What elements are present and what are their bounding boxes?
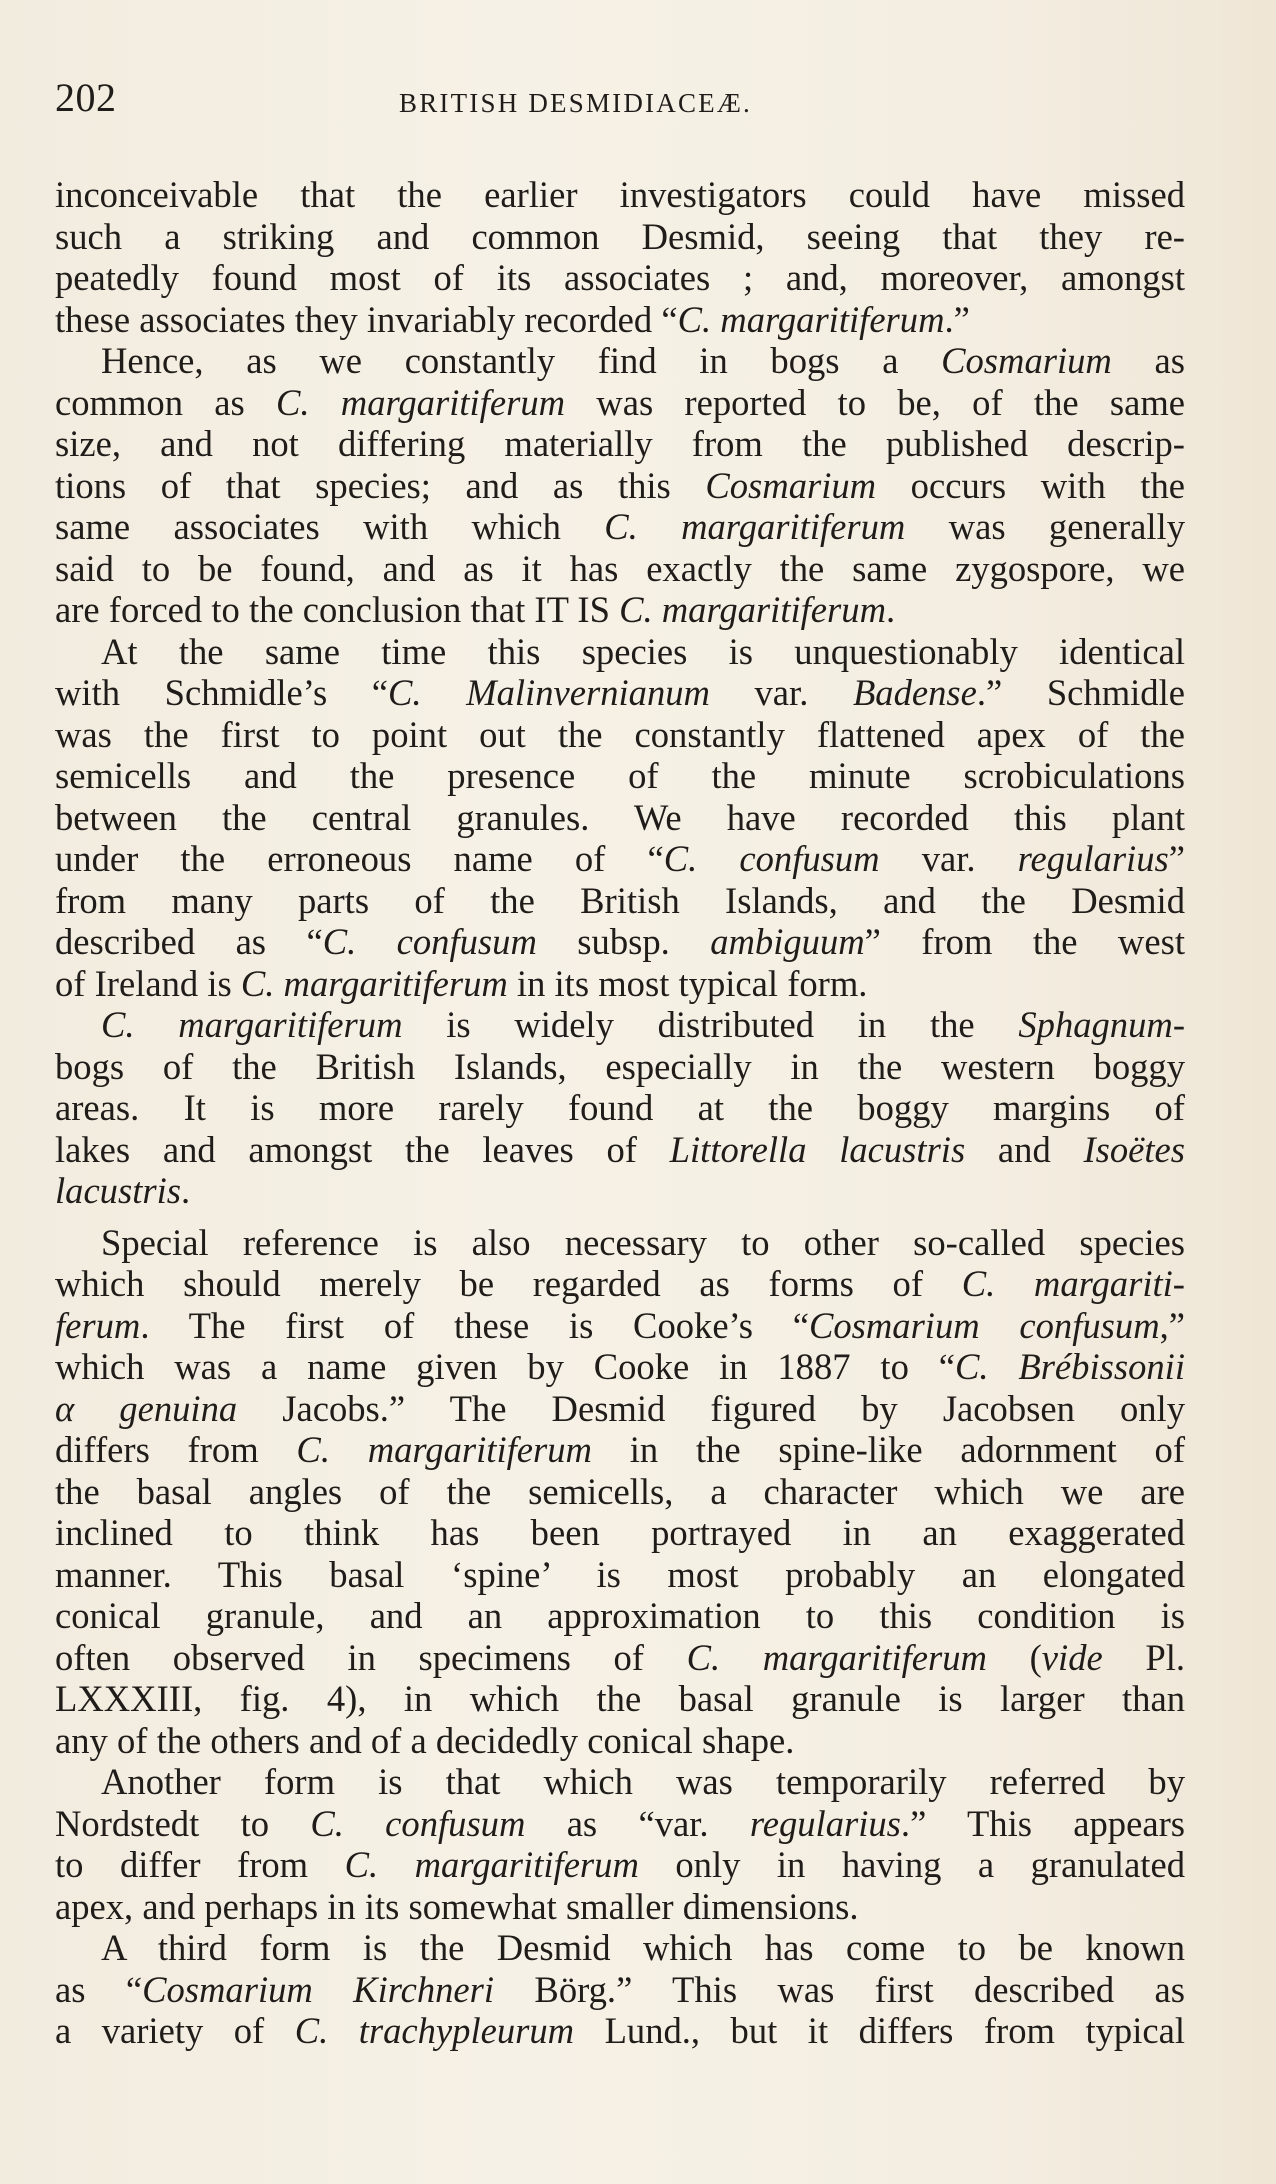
text-line: often observed in specimens of C. margaritiferum (vide Pl. (55, 1636, 1186, 1678)
text-line: semicells and the presence of the minute scrobiculations (55, 755, 1185, 796)
paragraph-gap (55, 1212, 1185, 1222)
italic-term: C. confusum (310, 1802, 526, 1844)
italic-term: α genuina (55, 1387, 238, 1429)
italic-term: Cosmarium (941, 340, 1112, 381)
italic-term: Cosmarium Kirchneri (142, 1968, 495, 2010)
text-line: Hence, as we constantly find in bogs a Cosmarium as (101, 340, 1186, 381)
text-line: between the central granules. We have recorded this plant (55, 796, 1185, 838)
text-line: C. margaritiferum is widely distributed in the Sphagnum- (101, 1004, 1185, 1045)
italic-term: C. margaritiferum (604, 506, 906, 547)
text-line: ferum. The first of these is Cooke’s “Cosmarium confusum,” (55, 1304, 1185, 1346)
text-line: Another form is that which was temporarily referred by (101, 1761, 1185, 1802)
text-line: differs from C. margaritiferum in the spine-like adornment of (55, 1429, 1186, 1470)
text-line: lakes and amongst the leaves of Littorella lacustris and Isoëtes (55, 1128, 1186, 1170)
page-number: 202 (55, 75, 117, 120)
paragraph (55, 1004, 1185, 1212)
italic-term: Littorella lacustris (669, 1128, 966, 1170)
italic-term: Cosmarium (705, 464, 877, 506)
italic-term: C. margaritiferum (619, 589, 886, 630)
text-line: inconceivable that the earlier investigators could have missed (55, 174, 1185, 215)
italic-term: C. margaritiferum (101, 1004, 403, 1045)
text-line: peatedly found most of its associates ; and, moreover, amongst (55, 257, 1185, 298)
text-line: the basal angles of the semicells, a character which we are (55, 1470, 1185, 1512)
text-line: apex, and perhaps in its somewhat smaller dimensions. (55, 1885, 859, 1927)
italic-term: C. margaritiferum (686, 1636, 987, 1678)
text-line: under the erroneous name of “C. confusum var. regularius” (55, 838, 1185, 879)
italic-term: C. margaritiferum (240, 962, 508, 1004)
paragraph (55, 631, 1185, 1005)
italic-term: C. margaritiferum (276, 381, 566, 423)
italic-term: regularius (1017, 838, 1169, 879)
body-text (55, 174, 1185, 2052)
text-line: areas. It is more rarely found at the boggy margins of (55, 1087, 1185, 1128)
italic-term: C. margariti- (961, 1263, 1185, 1304)
italic-term: C. margaritiferum (344, 1844, 639, 1885)
italic-term: regularius (749, 1802, 901, 1844)
text-line: LXXXIII, fig. 4), in which the basal granule is larger than (55, 1678, 1185, 1719)
italic-term: C. Malinvernianum (388, 672, 710, 713)
text-line: said to be found, and as it has exactly the same zygospore, we (55, 547, 1185, 589)
italic-term: Badense (852, 672, 977, 713)
paragraph (55, 1222, 1185, 1762)
text-line: of Ireland is C. margaritiferum in its most typical form. (55, 962, 868, 1004)
text-line: with Schmidle’s “C. Malinvernianum var. Badense.” Schmidle (55, 672, 1185, 713)
text-line: inclined to think has been portrayed in an exaggerated (55, 1512, 1185, 1553)
text-line: from many parts of the British Islands, and the Desmid (55, 879, 1185, 921)
paragraph (55, 1927, 1185, 2052)
text-line: At the same time this species is unquestionably identical (101, 630, 1185, 672)
italic-term: C. trachypleurum (294, 2010, 575, 2051)
text-line: common as C. margaritiferum was reported to be, of the same (55, 381, 1186, 423)
italic-term: Isoëtes (1083, 1128, 1186, 1170)
italic-term: C. margaritiferum (677, 298, 945, 340)
italic-term: lacustris (55, 1170, 182, 1211)
italic-term: C. confusum (663, 838, 880, 879)
running-head: BRITISH DESMIDIACEÆ. (399, 88, 753, 118)
text-line: conical granule, and an approximation to this condition is (55, 1595, 1185, 1636)
text-line: Special reference is also necessary to other so-called species (101, 1221, 1185, 1263)
text-line: tions of that species; and as this Cosmarium occurs with the (55, 464, 1185, 506)
italic-term: Sphagnum (1018, 1004, 1173, 1045)
text-line: Nordstedt to C. confusum as “var. regularius.” This appears (55, 1802, 1185, 1844)
text-line: was the first to point out the constantly flattened apex of the (55, 713, 1185, 755)
text-line: bogs of the British Islands, especially in the western boggy (55, 1045, 1185, 1087)
italic-term: C. confusum (322, 921, 537, 962)
text-line: to differ from C. margaritiferum only in having a granulated (55, 1844, 1185, 1885)
italic-term: ferum (55, 1304, 141, 1346)
text-line: as “Cosmarium Kirchneri Börg.” This was first described as (55, 1968, 1185, 2010)
italic-term: ambiguum (710, 921, 865, 962)
text-line: A third form is the Desmid which has come to be known (101, 1927, 1185, 1968)
italic-term: C. margaritiferum (296, 1429, 592, 1470)
paragraph (55, 340, 1185, 631)
text-line: α genuina Jacobs.” The Desmid figured by Jacobsen only (55, 1387, 1185, 1429)
text-line: these associates they invariably recorded “C. margaritiferum.” (55, 298, 970, 340)
text-line: lacustris. (55, 1170, 191, 1211)
text-line: a variety of C. trachypleurum Lund., but it differs from typical (55, 2010, 1185, 2051)
text-line: which should merely be regarded as forms of C. margariti- (55, 1263, 1185, 1304)
italic-term: vide (1041, 1636, 1103, 1678)
italic-term: Cosmarium confusum (808, 1304, 1160, 1346)
text-line: such a striking and common Desmid, seeing that they re- (55, 215, 1185, 257)
text-line: any of the others and of a decidedly conical shape. (55, 1719, 795, 1761)
paragraph (55, 1761, 1185, 1927)
text-line: which was a name given by Cooke in 1887 to “C. Brébissonii (55, 1346, 1185, 1387)
text-line: manner. This basal ‘spine’ is most probably an elongated (55, 1553, 1185, 1595)
italic-term: C. Brébissonii (954, 1346, 1185, 1387)
paragraph (55, 174, 1185, 340)
text-line: size, and not differing materially from the published descrip- (55, 423, 1185, 464)
page-header (55, 74, 1185, 134)
text-line: described as “C. confusum subsp. ambiguum” from the west (55, 921, 1185, 962)
text-line: are forced to the conclusion that IT IS C. margaritiferum. (55, 589, 896, 630)
text-line: same associates with which C. margaritiferum was generally (55, 506, 1185, 547)
